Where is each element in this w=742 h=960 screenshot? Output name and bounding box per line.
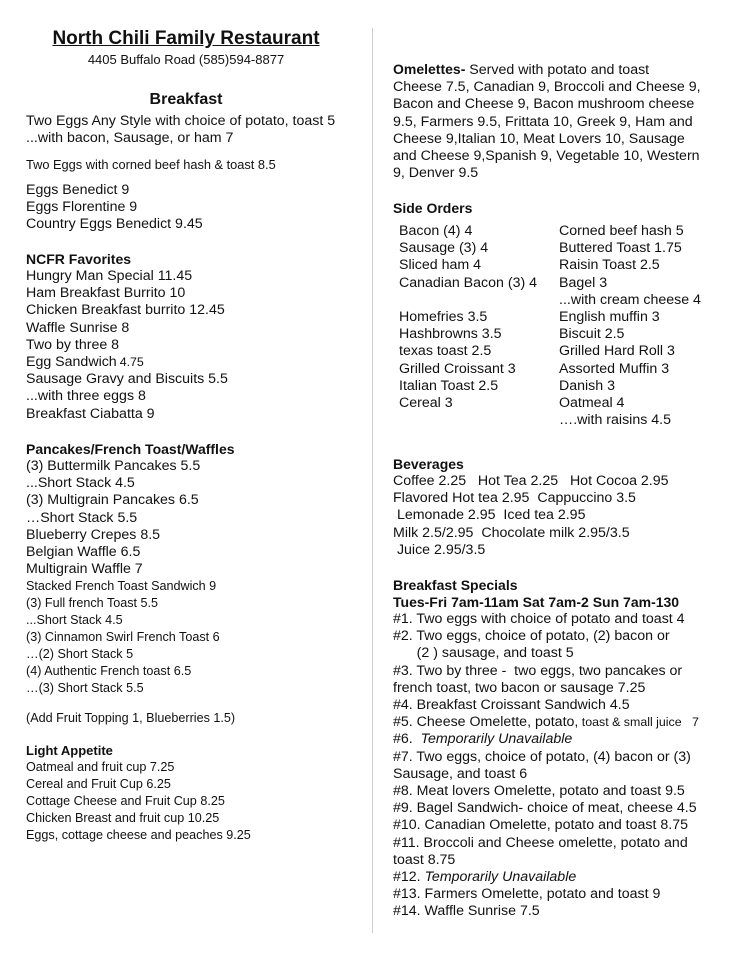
special-item <box>393 731 699 748</box>
special-text: #12. <box>393 869 425 886</box>
menu-item-text: Hungry Man Special 11.45 <box>26 268 193 284</box>
fruit-topping-note: (Add Fruit Topping 1, Blueberries 1.5) <box>26 711 236 725</box>
special-item <box>393 663 699 680</box>
side-item: Corned beef hash 5 <box>559 223 684 239</box>
special-text: #7. Two eggs, choice of potato, (4) bacon or (3) <box>393 748 691 765</box>
beverage-line: Juice 2.95/3.5 <box>393 541 486 558</box>
omelettes-line: Cheese 9,Italian 10, Meat Lovers 10, Sausage <box>393 130 685 147</box>
menu-item: …Short Stack 5.5 <box>26 509 138 526</box>
special-text: french toast, two bacon or sausage 7.25 <box>393 679 646 696</box>
specials-list <box>393 611 699 921</box>
special-text: #11. Broccoli and Cheese omelette, potato and <box>393 834 688 851</box>
side-item: Assorted Muffin 3 <box>559 360 670 377</box>
omelettes-line: Cheese 7.5, Canadian 9, Broccoli and Cheese 9, <box>393 79 701 96</box>
side-item: texas toast 2.5 <box>399 343 492 360</box>
menu-item: Chicken Breast and fruit cup 10.25 <box>26 811 220 825</box>
side-item: Sliced ham 4 <box>399 257 482 274</box>
side-item: English muffin 3 <box>559 309 660 326</box>
menu-item <box>26 268 228 285</box>
side-item: Hashbrowns 3.5 <box>399 326 502 343</box>
menu-item <box>26 285 228 302</box>
special-text: #5. Cheese Omelette, potato, <box>393 714 579 731</box>
menu-item: Multigrain Waffle 7 <box>26 561 143 578</box>
menu-item <box>26 337 228 354</box>
omelettes-heading: Omelettes- <box>393 61 466 77</box>
side-item: Raisin Toast 2.5 <box>559 257 660 274</box>
side-item: Cereal 3 <box>399 395 453 412</box>
breakfast-heading: Breakfast <box>149 91 223 108</box>
special-text: #1. Two eggs with choice of potato and toast 4 <box>393 611 685 627</box>
menu-item: (3) Buttermilk Pancakes 5.5 <box>26 458 201 474</box>
menu-item-text: Egg Sandwich <box>26 354 117 371</box>
menu-item: Stacked French Toast Sandwich 9 <box>26 579 217 594</box>
menu-item: Cereal and Fruit Cup 6.25 <box>26 777 171 791</box>
special-item <box>393 628 699 645</box>
beverages-section <box>393 456 669 559</box>
favorites-list <box>26 268 228 423</box>
special-text: #4. Breakfast Croissant Sandwich 4.5 <box>393 697 630 714</box>
special-text: #14. Waffle Sunrise 7.5 <box>393 903 540 920</box>
light-appetite-section <box>26 742 251 844</box>
special-item <box>393 869 699 886</box>
menu-item: (4) Authentic French toast 6.5 <box>26 664 192 679</box>
omelettes-line: and Cheese 9,Spanish 9, Vegetable 10, Western <box>393 148 700 165</box>
menu-item <box>26 302 228 319</box>
special-item <box>393 852 699 869</box>
omelettes-line: Served with potato and toast <box>465 62 650 78</box>
menu-item: Oatmeal and fruit cup 7.25 <box>26 760 175 774</box>
menu-item-text: Sausage Gravy and Biscuits 5.5 <box>26 371 228 388</box>
special-item <box>393 800 699 817</box>
special-text: Sausage, and toast 6 <box>393 765 528 782</box>
menu-item-text: Ham Breakfast Burrito 10 <box>26 285 186 302</box>
side-item: Bacon (4) 4 <box>399 223 473 239</box>
special-item <box>393 611 699 628</box>
menu-item: …(3) Short Stack 5.5 <box>26 681 144 696</box>
menu-item: ...Short Stack 4.5 <box>26 475 135 492</box>
specials-heading: Breakfast Specials <box>393 577 518 593</box>
special-item <box>393 697 699 714</box>
menu-item: …(2) Short Stack 5 <box>26 647 134 662</box>
breakfast-line: Two Eggs Any Style with choice of potato, toast 5 <box>26 113 336 129</box>
side-orders-left-a <box>399 223 537 292</box>
beverages-list <box>393 473 669 559</box>
light-appetite-heading: Light Appetite <box>26 743 113 758</box>
special-text: (2 ) sausage, and toast 5 <box>393 645 574 662</box>
special-item <box>393 903 699 920</box>
menu-item <box>26 406 228 423</box>
beverage-line: Milk 2.5/2.95 Chocolate milk 2.95/3.5 <box>393 524 630 541</box>
pancakes-heading: Pancakes/French Toast/Waffles <box>26 441 235 457</box>
special-text: #9. Bagel Sandwich- choice of meat, cheese 4.5 <box>393 800 697 817</box>
special-text: #10. Canadian Omelette, potato and toast 8.75 <box>393 817 688 834</box>
special-item <box>393 714 699 731</box>
side-item: Sausage (3) 4 <box>399 240 489 257</box>
restaurant-title: North Chili Family Restaurant <box>52 28 320 49</box>
side-item: Buttered Toast 1.75 <box>559 240 682 257</box>
specials-section <box>393 577 699 921</box>
side-item: Homefries 3.5 <box>399 309 488 325</box>
side-item: Oatmeal 4 <box>559 395 625 412</box>
menu-item: Eggs, cottage cheese and peaches 9.25 <box>26 828 251 842</box>
menu-item: Cottage Cheese and Fruit Cup 8.25 <box>26 794 225 808</box>
side-item: Grilled Hard Roll 3 <box>559 343 675 360</box>
specials-hours: Tues-Fri 7am-11am Sat 7am-2 Sun 7am-130 <box>393 594 680 610</box>
menu-item: (3) Cinnamon Swirl French Toast 6 <box>26 630 220 645</box>
special-unavailable-text: Temporarily Unavailable <box>424 869 577 886</box>
side-item: Biscuit 2.5 <box>559 326 625 343</box>
benedict-list <box>26 182 203 234</box>
special-text: toast 8.75 <box>393 851 456 868</box>
pancakes-list <box>26 458 235 697</box>
menu-item: Country Eggs Benedict 9.45 <box>26 216 203 233</box>
side-orders-left-b <box>399 309 516 412</box>
menu-item: Eggs Florentine 9 <box>26 199 138 216</box>
side-orders-heading: Side Orders <box>393 200 473 216</box>
menu-item-text: Two by three 8 <box>26 336 120 353</box>
menu-item-text: Waffle Sunrise 8 <box>26 319 130 336</box>
special-text: #13. Farmers Omelette, potato and toast 9 <box>393 886 661 903</box>
menu-item-text: ...with three eggs 8 <box>26 388 146 405</box>
menu-item-text: Breakfast Ciabatta 9 <box>26 405 155 422</box>
side-item: Bagel 3 <box>559 274 608 291</box>
menu-item <box>26 320 228 337</box>
omelettes-line: 9, Denver 9.5 <box>393 165 479 182</box>
special-small-text: toast & small juice 7 <box>578 715 699 730</box>
side-orders-right <box>559 223 701 429</box>
special-item <box>393 749 699 766</box>
side-item: Grilled Croissant 3 <box>399 360 516 377</box>
beverage-line: Lemonade 2.95 Iced tea 2.95 <box>393 507 586 524</box>
favorites-heading: NCFR Favorites <box>26 251 132 267</box>
beverage-line: Flavored Hot tea 2.95 Cappuccino 3.5 <box>393 490 636 507</box>
beverages-heading: Beverages <box>393 456 464 472</box>
special-text: #3. Two by three - two eggs, two pancakes or <box>393 662 683 679</box>
pancakes-section <box>26 441 235 697</box>
omelettes-line: Bacon and Cheese 9, Bacon mushroom cheese <box>393 96 695 113</box>
side-item: Canadian Bacon (3) 4 <box>399 274 538 291</box>
menu-item: Blueberry Crepes 8.5 <box>26 526 161 543</box>
menu-item: (3) Multigrain Pancakes 6.5 <box>26 492 199 509</box>
side-item: ….with raisins 4.5 <box>559 412 671 429</box>
side-item: Italian Toast 2.5 <box>399 377 499 394</box>
menu-item <box>26 371 228 388</box>
light-appetite-list <box>26 759 251 844</box>
beverage-line: Coffee 2.25 Hot Tea 2.25 Hot Cocoa 2.95 <box>393 473 669 489</box>
special-text: #6. <box>393 731 417 748</box>
omelettes-section <box>393 61 723 182</box>
menu-item-text: Chicken Breakfast burrito 12.45 <box>26 302 225 319</box>
special-item <box>393 817 699 834</box>
special-item <box>393 886 699 903</box>
special-item <box>393 766 699 783</box>
special-item <box>393 835 699 852</box>
special-item <box>393 783 699 800</box>
special-item <box>393 645 699 662</box>
omelettes-line: 9.5, Farmers 9.5, Frittata 10, Greek 9, Ham and <box>393 113 693 130</box>
column-divider <box>372 28 373 933</box>
menu-item <box>26 388 228 405</box>
menu-item: (3) Full french Toast 5.5 <box>26 596 159 611</box>
special-item <box>393 680 699 697</box>
side-item: ...with cream cheese 4 <box>559 291 701 308</box>
menu-item <box>26 354 228 371</box>
restaurant-address: 4405 Buffalo Road (585)594-8877 <box>87 52 285 67</box>
menu-item-price: 4.75 <box>119 355 144 370</box>
side-item: Danish 3 <box>559 377 615 394</box>
menu-item: Belgian Waffle 6.5 <box>26 544 141 561</box>
menu-item: Eggs Benedict 9 <box>26 182 130 198</box>
special-text: #8. Meat lovers Omelette, potato and toast 9.5 <box>393 783 685 800</box>
menu-item: ...Short Stack 4.5 <box>26 613 123 628</box>
corned-beef-line: Two Eggs with corned beef hash & toast 8.5 <box>26 157 276 172</box>
breakfast-line: ...with bacon, Sausage, or ham 7 <box>26 130 234 146</box>
special-unavailable-text: Temporarily Unavailable <box>416 731 573 748</box>
favorites-section <box>26 251 228 423</box>
special-text: #2. Two eggs, choice of potato, (2) bacon or <box>393 628 670 645</box>
